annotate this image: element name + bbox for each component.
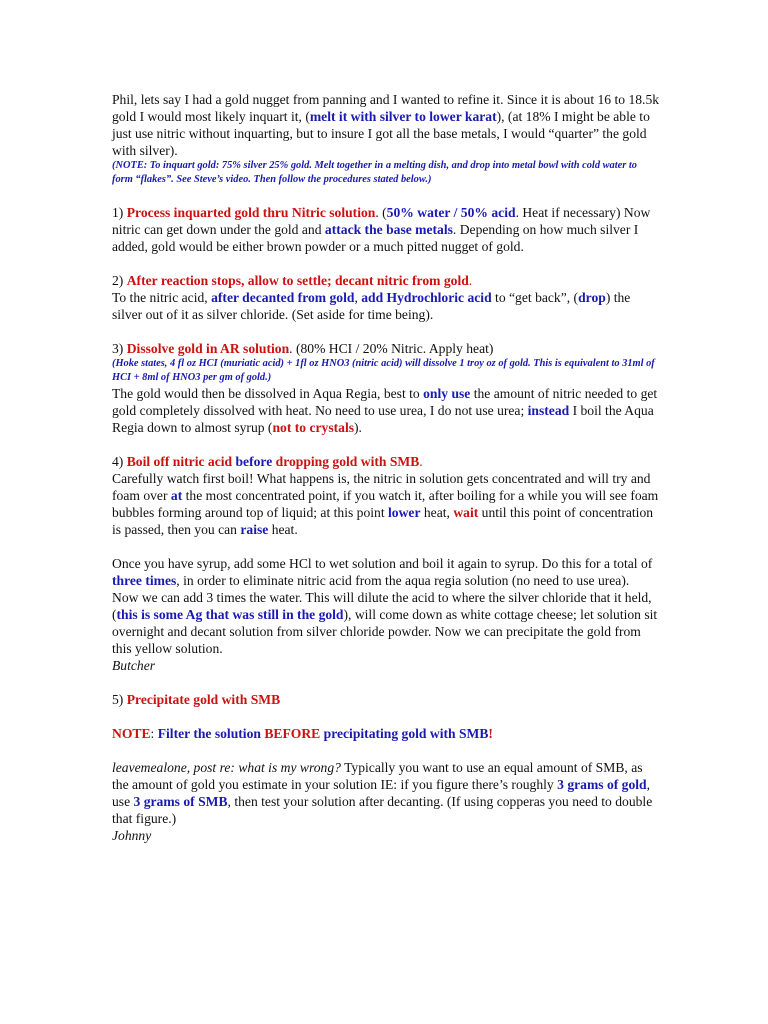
not-to-crystals: not to crystals (272, 420, 355, 435)
step-3-ratio: . (80% HCI / 20% Nitric. Apply heat) (289, 341, 494, 356)
syrup-text: Once you have syrup, add some HCl to wet solution and boil it again to syrup. Do this for a total of (112, 556, 653, 571)
filter-text: Filter the solution (157, 726, 265, 741)
document-body (112, 91, 660, 844)
spacer (112, 436, 660, 453)
step-1-text: . ( (375, 205, 387, 220)
spacer (112, 674, 660, 691)
signature-johnny: Johnny (112, 828, 152, 843)
step-1-heading: Process inquarted gold thru Nitric solution (126, 205, 376, 220)
dilute-text: Now we can add 3 times the water. This will dilute the acid to where the silver chloride that it held, ( (112, 590, 652, 622)
step-2-heading-line (112, 272, 660, 289)
wait-word: wait (453, 505, 479, 520)
step-4-text-4: until this point of concentration is passed, then you can (112, 505, 654, 537)
step-4-text-5: heat. (268, 522, 298, 537)
step-3-text-2: the amount of nitric needed to get gold completely dissolved with heat. No need to use urea, I do not use urea; (112, 386, 658, 418)
johnny-text: Typically you want to use an equal amount of SMB, as the amount of gold you estimate in your solution IE: if you figure there’s roughly (112, 760, 643, 792)
signature-butcher: Butcher (112, 658, 156, 673)
instead-word: instead (527, 403, 570, 418)
step-3-text: The gold would then be dissolved in Aqua Regia, best to (112, 386, 424, 401)
step-1-number: 1) (112, 205, 127, 220)
step-4-heading: Boil off nitric acid (126, 454, 236, 469)
acid-ratio: 50% water / 50% acid (386, 205, 516, 220)
step-5-number: 5) (112, 692, 127, 707)
johnny-text-3: , then test your solution after decanting. (If using copperas you need to double that figure.) (112, 794, 653, 826)
step-4-number: 4) (112, 454, 127, 469)
grams-of-gold: 3 grams of gold (557, 777, 647, 792)
filter-note (112, 725, 660, 742)
spacer (112, 708, 660, 725)
quoted-post: leavemealone, post re: what is my wrong? (112, 760, 341, 775)
step-3-paragraph (112, 385, 660, 436)
step-1-text-3: . Depending on how much silver I added, gold would be either brown powder or a much pitted nugget of gold. (112, 222, 639, 254)
filter-text-2: precipitating gold with SMB (320, 726, 489, 741)
step-4-text-2: the most concentrated point, if you watch it, after boiling for a while you will see foam bubbles forming around top of liquid; at this point (112, 488, 659, 520)
step-2-text-3: ) the silver out of it as silver chloride. (Set aside for time being). (112, 290, 631, 322)
step-3-number: 3) (112, 341, 127, 356)
step-2-text-2: to “get back”, ( (491, 290, 579, 305)
step-2-text: To the nitric acid, (112, 290, 212, 305)
spacer (112, 187, 660, 204)
intro-text: Phil, lets say I had a gold nugget from panning and I wanted to refine it. Since it is about 16 to 18.5k gold I would most likely inquart it, ( (112, 92, 660, 124)
step-4-text: Carefully watch first boil! What happens is, the nitric in solution gets concentrated and will try and foam over (112, 471, 651, 503)
step-4-paragraph (112, 470, 660, 538)
filter-bang: ! (488, 726, 493, 741)
ag-in-gold: this is some Ag that was still in the gold (116, 607, 344, 622)
step-2-heading: After reaction stops, allow to settle; decant nitric from gold (126, 273, 469, 288)
spacer (112, 323, 660, 340)
after-decanted: after decanted from gold (211, 290, 355, 305)
only-use: only use (423, 386, 471, 401)
drop-word: drop (578, 290, 606, 305)
intro-text-end: ), (at 18% I might be able to just use nitric without inquarting, but to insure I got all the base metals, I would “quarter” the gold with silver). (112, 109, 650, 158)
step-3-heading-line (112, 340, 660, 357)
intro-paragraph (112, 91, 660, 159)
hoke-note: (Hoke states, 4 fl oz HCI (muriatic acid) + 1fl oz HNO3 (nitric acid) will dissolve 1 troy oz of gold. This is equivalent to 31ml of HCI + 8ml of HNO3 per gm of gold.) (112, 358, 655, 383)
step-2-paragraph (112, 289, 660, 323)
step-4-text-3: heat, (420, 505, 454, 520)
lower-word: lower (388, 505, 421, 520)
syrup-text-2: , in order to eliminate nitric acid from the aqua regia solution (no need to use urea). (176, 573, 630, 588)
grams-of-smb: 3 grams of SMB (133, 794, 228, 809)
step-5-heading: Precipitate gold with SMB (126, 692, 281, 707)
dilute-paragraph (112, 589, 660, 657)
syrup-paragraph (112, 555, 660, 589)
step-4-period: . (419, 454, 423, 469)
step-1-paragraph (112, 204, 660, 255)
johnny-text-2: , use (112, 777, 651, 809)
filter-note-label: NOTE (112, 726, 151, 741)
raise-word: raise (240, 522, 269, 537)
add-hcl: add Hydrochloric acid (361, 290, 492, 305)
filter-colon: : (150, 726, 158, 741)
step-5-heading-line (112, 691, 660, 708)
spacer (112, 538, 660, 555)
three-times: three times (112, 573, 177, 588)
step-3-text-3: I boil the Aqua Regia down to almost syrup ( (112, 403, 654, 435)
spacer (112, 742, 660, 759)
inquart-hint: melt it with silver to lower karat (309, 109, 497, 124)
johnny-paragraph (112, 759, 660, 827)
step-4-heading-end: dropping gold with SMB (272, 454, 420, 469)
step-2-number: 2) (112, 273, 127, 288)
attack-base-metals: attack the base metals (324, 222, 453, 237)
dilute-text-2: ), will come down as white cottage cheese; let solution sit overnight and decant solution from silver chloride powder. Now we can precipitate the gold from this yellow solution. (112, 607, 658, 656)
step-3-text-4: ). (354, 420, 362, 435)
step-1-text-2: . Heat if necessary) Now nitric can get down under the gold and (112, 205, 651, 237)
at-word: at (170, 488, 183, 503)
spacer (112, 255, 660, 272)
before-word: before (235, 454, 273, 469)
step-2-comma: , (354, 290, 362, 305)
before-caps: BEFORE (264, 726, 321, 741)
inquart-note: (NOTE: To inquart gold: 75% silver 25% gold. Melt together in a melting dish, and drop into metal bowl with cold water to form “flakes”. See Steve’s video. Then follow the procedures stated below.) (112, 160, 637, 185)
step-4-heading-line (112, 453, 660, 470)
step-3-heading: Dissolve gold in AR solution (126, 341, 290, 356)
step-2-period: . (468, 273, 473, 288)
